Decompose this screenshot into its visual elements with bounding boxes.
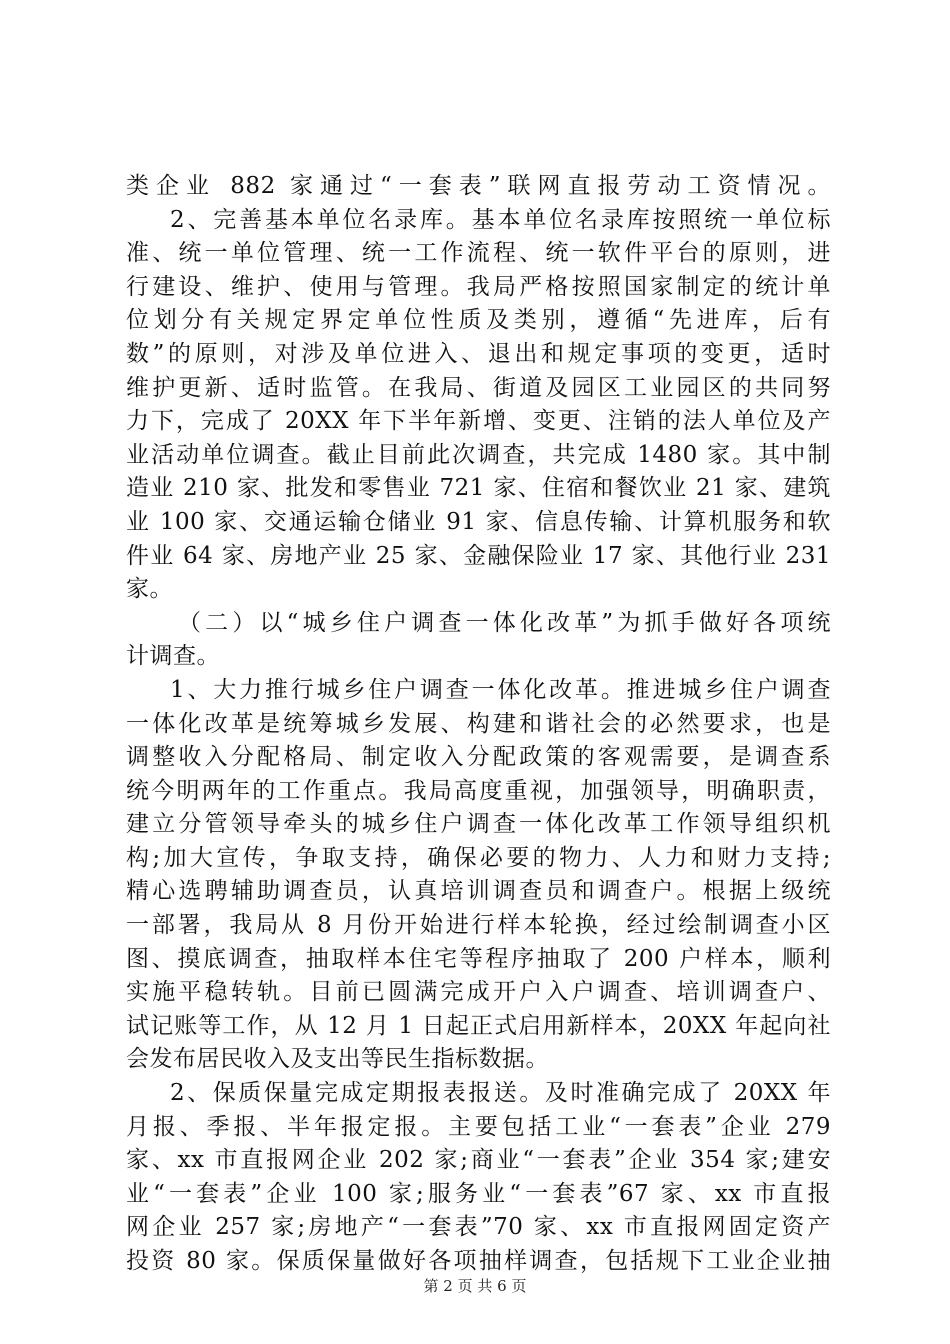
- text-line: 网企业 257 家;房地产“一套表”70 家、xx 市直报网固定资产: [126, 1214, 831, 1241]
- text-line: 位划分有关规定界定单位性质及类别，遵循“先进库，后有: [126, 307, 831, 334]
- text-line: 2、保质保量完成定期报表报送。及时准确完成了 20XX 年: [170, 1080, 831, 1107]
- text-line: 构;加大宣传，争取支持，确保必要的物力、人力和财力支持;: [126, 844, 831, 871]
- text-line: 精心选聘辅助调查员，认真培训调查员和调查户。根据上级统: [126, 878, 831, 905]
- text-line: 统今明两年的工作重点。我局高度重视，加强领导，明确职责，: [126, 777, 831, 804]
- text-line: 月报、季报、半年报定报。主要包括工业“一套表”企业 279: [126, 1113, 831, 1140]
- text-line: 类企业 882 家通过“一套表”联网直报劳动工资情况。: [126, 173, 831, 199]
- text-line: 会发布居民收入及支出等民生指标数据。: [126, 1046, 549, 1073]
- text-line: 业“一套表”企业 100 家;服务业“一套表”67 家、xx 市直报: [126, 1180, 831, 1207]
- text-line: 业活动单位调查。截止目前此次调查，共完成 1480 家。其中制: [126, 441, 831, 468]
- section-heading-line: 计调查。: [126, 643, 220, 670]
- text-line: 试记账等工作，从 12 月 1 日起正式启用新样本，20XX 年起向社: [126, 1012, 831, 1039]
- text-line: 2、完善基本单位名录库。基本单位名录库按照统一单位标: [170, 206, 831, 233]
- text-line: 一部署，我局从 8 月份开始进行样本轮换，经过绘制调查小区: [126, 912, 831, 939]
- section-heading-line: （二）以“城乡住户调查一体化改革”为抓手做好各项统: [178, 609, 831, 636]
- text-line: 建立分管领导牵头的城乡住户调查一体化改革工作领导组织机: [126, 811, 831, 838]
- document-body: [126, 170, 831, 1279]
- page-number-footer: 第 2 页 共 6 页: [423, 1277, 527, 1295]
- text-line: 数”的原则，对涉及单位进入、退出和规定事项的变更，适时: [126, 340, 831, 367]
- text-line: 调整收入分配格局、制定收入分配政策的客观需要，是调查系: [126, 744, 831, 771]
- text-line: 实施平稳转轨。目前已圆满完成开户入户调查、培训调查户、: [126, 979, 831, 1006]
- text-line: 行建设、维护、使用与管理。我局严格按照国家制定的统计单: [126, 273, 831, 300]
- text-line: 图、摸底调查，抽取样本住宅等程序抽取了 200 户样本，顺利: [126, 945, 831, 972]
- text-line: 维护更新、适时监管。在我局、街道及园区工业园区的共同努: [126, 374, 831, 401]
- text-line: 家。: [126, 576, 173, 603]
- text-line: 投资 80 家。保质保量做好各项抽样调查，包括规下工业企业抽: [126, 1248, 831, 1274]
- text-line: 家、xx 市直报网企业 202 家;商业“一套表”企业 354 家;建安: [126, 1147, 831, 1174]
- text-line: 准、统一单位管理、统一工作流程、统一软件平台的原则，进: [126, 240, 831, 267]
- text-line: 件业 64 家、房地产业 25 家、金融保险业 17 家、其他行业 231: [126, 542, 831, 569]
- text-line: 力下，完成了 20XX 年下半年新增、变更、注销的法人单位及产: [126, 408, 831, 435]
- text-line: 一体化改革是统筹城乡发展、构建和谐社会的必然要求，也是: [126, 710, 831, 737]
- text-line: 造业 210 家、批发和零售业 721 家、住宿和餐饮业 21 家、建筑: [126, 475, 831, 502]
- text-line: 1、大力推行城乡住户调查一体化改革。推进城乡住户调查: [170, 676, 831, 703]
- text-line: 业 100 家、交通运输仓储业 91 家、信息传输、计算机服务和软: [126, 508, 831, 535]
